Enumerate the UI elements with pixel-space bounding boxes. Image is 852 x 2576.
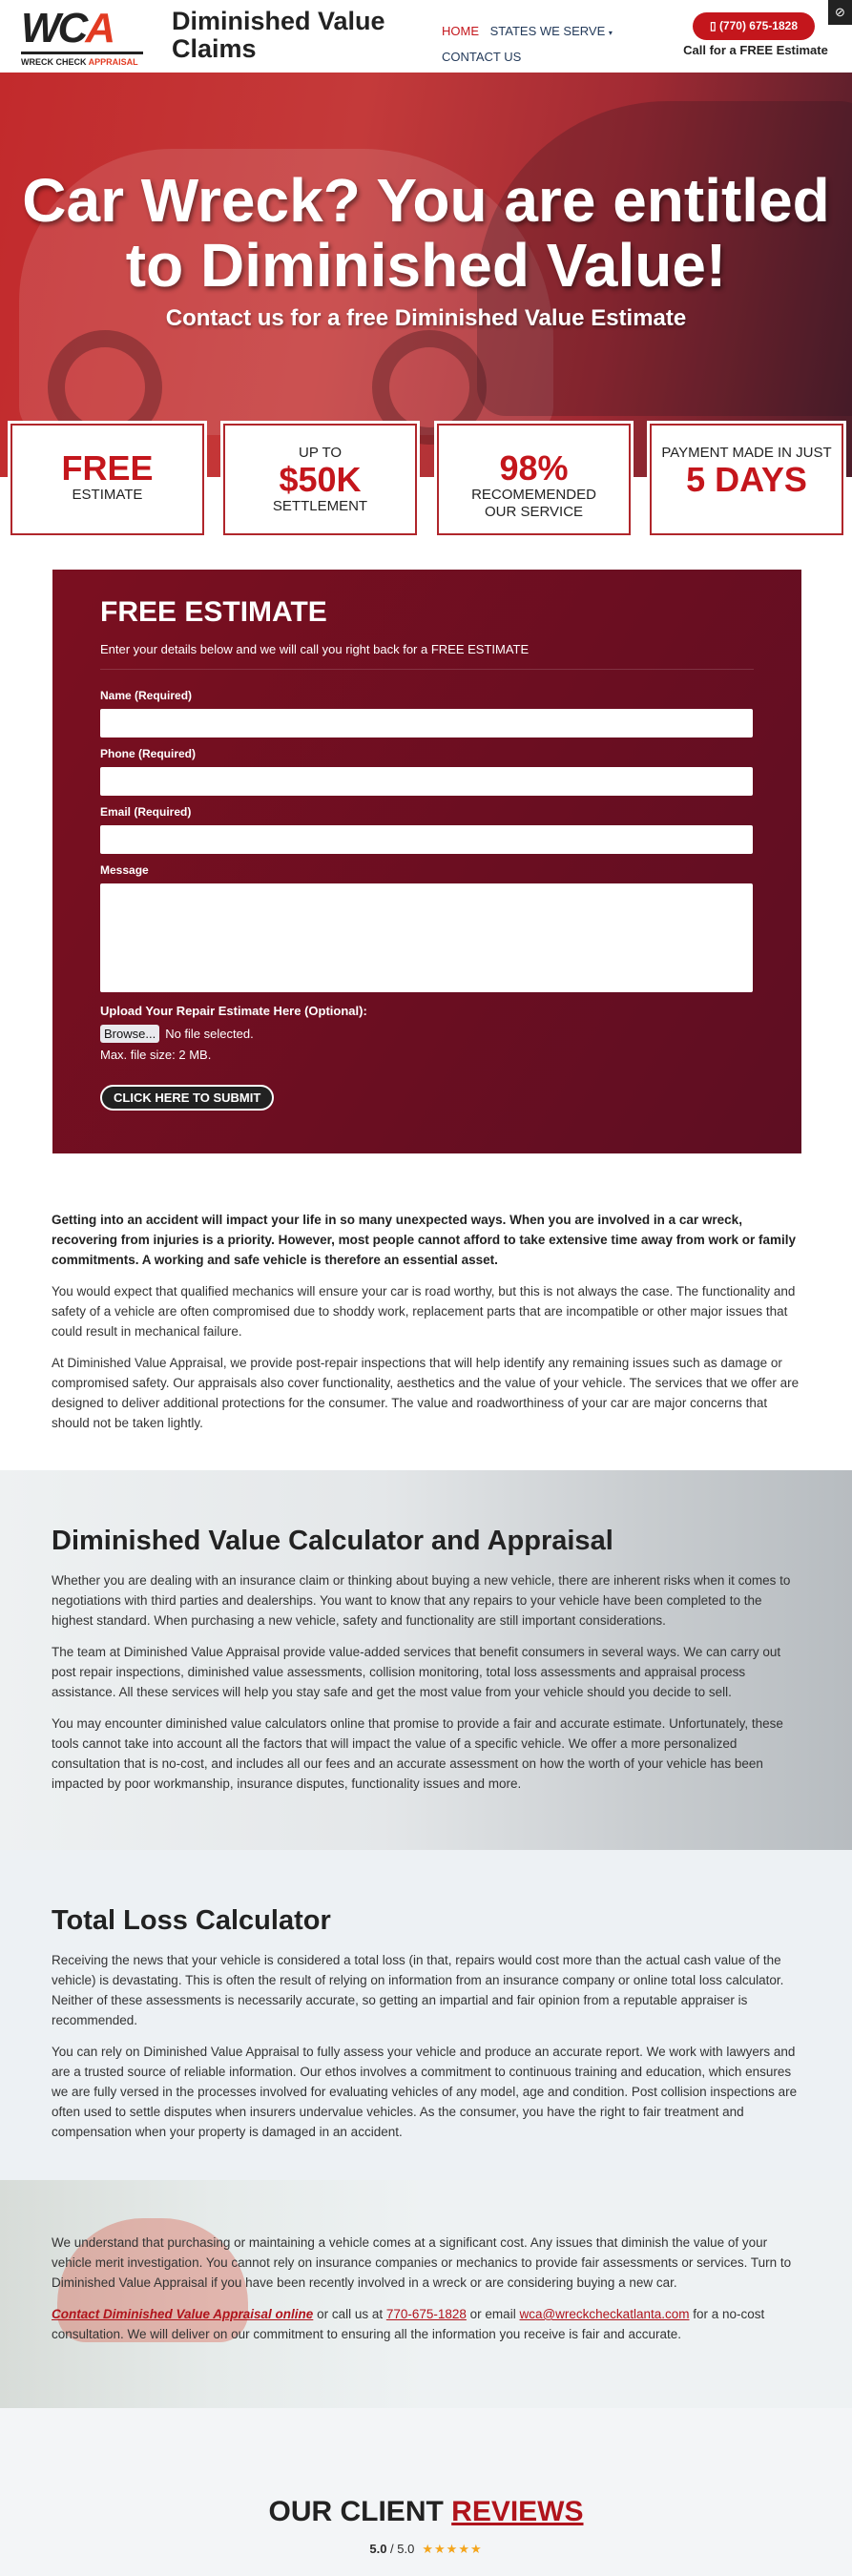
logo[interactable] — [21, 5, 143, 67]
logo-bar — [21, 52, 143, 54]
intro-paragraph: At Diminished Value Appraisal, we provide post-repair inspections that will help identify any remaining issues such as damage or compromised safety. Our appraisals also cover functionality, aesthetics and the value of your vehicle. The services that we offer are designed to deliver additional protections for the consumer. The value and roadworthiness of your car are major concerns that should not be taken lightly. — [52, 1356, 800, 1430]
hero-title: Car Wreck? You are entitled to Diminished Value! — [22, 166, 830, 300]
email-link[interactable]: wca@wreckcheckatlanta.com — [519, 2307, 690, 2321]
message-textarea[interactable] — [100, 883, 753, 992]
stat-top: UP TO — [298, 445, 343, 461]
name-label: Name (Required) — [100, 689, 193, 702]
upload-label: Upload Your Repair Estimate Here (Optional): — [100, 1004, 367, 1018]
calculator-paragraph: The team at Diminished Value Appraisal provide value-added services that benefit consumers in several ways. We can carry out post repair inspections, diminished value assessments, collision monitoring, total loss assessments and appraisal process assistance. All these services will help you stay safe and get the most value from your vehicle should you decide to sell. — [52, 1645, 781, 1699]
stat-card — [437, 424, 631, 535]
name-input[interactable] — [100, 709, 753, 737]
stat-value: $50K — [279, 460, 362, 499]
nav-contact[interactable]: CONTACT US — [442, 50, 522, 64]
stat-label: RECOMEMENDED OUR SERVICE — [471, 487, 596, 520]
calculator-section — [0, 1470, 852, 1850]
phone-input[interactable] — [100, 767, 753, 796]
message-label: Message — [100, 863, 149, 877]
reviews-section — [0, 2408, 852, 2576]
total-loss-heading: Total Loss Calculator — [52, 1905, 331, 1936]
nav-states[interactable] — [490, 24, 613, 38]
stat-value: 5 DAYS — [686, 460, 807, 499]
intro-paragraph: You would expect that qualified mechanics will ensure your car is road worthy, but this is not always the case. The functionality and safety of a vehicle are often compromised due to shoddy work, replacement parts that are incompatible or other major issues that could result in mechanical failure. — [52, 1284, 796, 1339]
main-nav — [442, 19, 633, 69]
calculator-paragraph: Whether you are dealing with an insurance claim or thinking about buying a new vehicle, there are inherent risks when it comes to negotiations with third parties and dealerships. You want to know that any repairs to your vehicle have been completed to the highest standard. When purchasing a new vehicle, safety and functionality are still important considerations. — [52, 1573, 791, 1628]
total-loss-paragraph: You can rely on Diminished Value Appraisal to fully assess your vehicle and produce an accurate report. We work with lawyers and are a trusted source of reliable information. Our ethos involves a commitment to continuous training and education, which ensures we are fully versed in the processes involved for evaluating vehicles of any model, age and condition. Post collision inspections are often used to settle disputes when insurers undervalue vehicles. As the consumer, you have the right to fair treatment and compensation when your property is damaged in an accident. — [52, 2045, 798, 2139]
logo-subtitle — [21, 57, 143, 67]
no-file-text: No file selected. — [165, 1027, 254, 1041]
reviews-heading — [0, 2496, 852, 2528]
stat-card — [650, 424, 843, 535]
calculator-heading: Diminished Value Calculator and Appraisal — [52, 1526, 613, 1556]
logo-sub-1: WRECK CHECK — [21, 57, 87, 67]
stat-label: SETTLEMENT — [272, 498, 368, 514]
site-header — [0, 0, 852, 73]
call-text: Call for a FREE Estimate — [683, 43, 828, 57]
reviews-heading-1: OUR CLIENT — [268, 2496, 452, 2527]
file-upload — [100, 1025, 754, 1043]
cta-paragraph: We understand that purchasing or maintaining a vehicle comes at a significant cost. Any issues that diminish the value of your vehicle merit investigation. You cannot rely on insurance companies or mechanics to provide fair assessments or services. Turn to Diminished Value Appraisal if you have been recently involved in a wreck or are considering buying a new car. — [52, 2235, 792, 2290]
form-intro: Enter your details below and we will call you right back for a FREE ESTIMATE — [100, 642, 754, 670]
cta-content — [52, 2233, 800, 2356]
browse-button[interactable]: Browse... — [100, 1025, 159, 1043]
star-icons: ★★★★★ — [422, 2542, 483, 2556]
intro-section — [52, 1210, 800, 1444]
submit-button[interactable]: CLICK HERE TO SUBMIT — [100, 1085, 274, 1111]
logo-mark: WCA — [21, 5, 114, 52]
calculator-paragraph: You may encounter diminished value calculators online that promise to provide a fair and accurate estimate. Unfortunately, these tools cannot take into account all the factors that will impact the value of a specific vehicle. We offer a more personalized consultation that is no-cost, and includes all our fees and an accurate assessment on how the worth of your vehicle has been impacted by poor workmanship, insurance disputes, functionality issues and more. — [52, 1716, 783, 1791]
phone-label: (770) 675-1828 — [718, 19, 798, 32]
stat-top: PAYMENT MADE IN JUST — [661, 445, 832, 461]
nav-states-label: STATES WE SERVE — [489, 24, 606, 38]
contact-link[interactable]: Contact Diminished Value Appraisal online — [52, 2307, 314, 2321]
stat-card — [10, 424, 204, 535]
nav-home[interactable]: HOME — [442, 24, 479, 38]
hero-subtitle: Contact us for a free Diminished Value Estimate — [165, 305, 687, 331]
logo-sub-2: APPRAISAL — [88, 57, 138, 67]
rating-max: / 5.0 — [386, 2542, 415, 2556]
stat-card — [223, 424, 417, 535]
total-loss-content — [52, 1905, 800, 2153]
email-input[interactable] — [100, 825, 753, 854]
accessibility-icon[interactable]: ⊘ — [828, 0, 852, 25]
form-title: FREE ESTIMATE — [100, 596, 327, 628]
calculator-content — [52, 1526, 800, 1805]
email-label: Email (Required) — [100, 805, 192, 819]
cta-text: or email — [466, 2307, 520, 2321]
total-loss-section — [0, 1850, 852, 2180]
phone-button[interactable] — [693, 12, 815, 40]
estimate-form — [52, 570, 801, 1153]
stat-label: ESTIMATE — [72, 487, 143, 503]
cta-text: for a no-cost consultation. We will deliver on our commitment to ensuring all the information you receive is fair and accurate. — [52, 2307, 765, 2341]
phone-icon: ▯ — [710, 19, 719, 32]
intro-paragraph: Getting into an accident will impact your life in so many unexpected ways. When you are involved in a car wreck, recovering from injuries is a priority. However, most people cannot afford to take extensive time away from work or family commitments. A working and safe vehicle is therefore an essential asset. — [52, 1213, 796, 1267]
cta-text: or call us at — [313, 2307, 386, 2321]
rating — [0, 2542, 852, 2557]
rating-score: 5.0 — [369, 2542, 387, 2556]
total-loss-paragraph: Receiving the news that your vehicle is considered a total loss (in that, repairs would cost more than the actual cash value of the vehicle) is devastating. This is often the result of relying on information from an insurance company or online total loss calculator. Neither of these assessments is necessarily accurate, so getting an impartial and fair opinion from a reputable appraiser is recommended. — [52, 1953, 784, 2027]
stat-value: 98% — [499, 448, 569, 488]
site-title[interactable]: Diminished Value Claims — [172, 7, 385, 63]
stat-value: FREE — [61, 448, 154, 488]
hero-banner — [0, 73, 852, 477]
chevron-down-icon: ▾ — [608, 29, 613, 37]
phone-label: Phone (Required) — [100, 747, 197, 760]
cta-contact-paragraph — [52, 2304, 800, 2344]
reviews-heading-2: REVIEWS — [451, 2496, 584, 2527]
cta-section — [0, 2180, 852, 2408]
phone-link[interactable]: 770-675-1828 — [385, 2307, 467, 2321]
max-file-size: Max. file size: 2 MB. — [100, 1048, 212, 1062]
